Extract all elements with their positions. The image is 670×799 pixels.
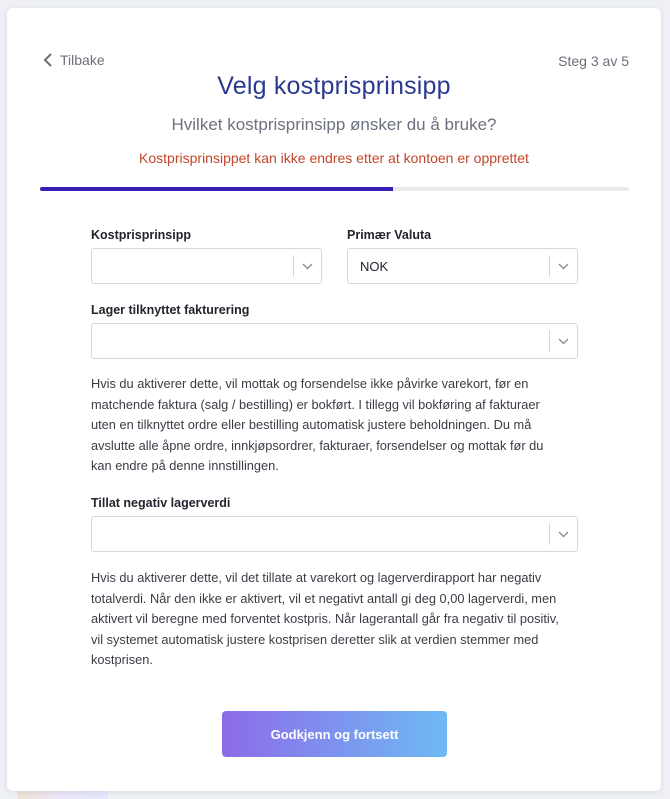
back-label: Tilbake [60,52,105,68]
inventory-invoicing-select[interactable] [91,323,578,359]
chevron-down-icon[interactable] [293,255,321,277]
warning-text: Kostprisprinsippet kan ikke endres etter at kontoen er opprettet [139,150,529,166]
chevron-down-icon[interactable] [549,255,577,277]
negative-inventory-label: Tillat negativ lagerverdi [91,496,231,510]
approve-continue-button[interactable]: Godkjenn og fortsett [222,711,447,757]
page-title: Velg kostprisprinsipp [217,72,451,100]
back-link[interactable] [43,52,105,68]
cost-principle-select[interactable] [91,248,322,284]
negative-inventory-help: Hvis du aktiverer dette, vil det tillate at varekort og lagerverdirapport har negativ totalverdi. Når den ikke er aktivert, vil et negativt antall gi deg 0,00 lagerverdi, men aktivert vil beregne med forventet kostpris. Når lagerantall går fra negativ til positiv, vil systemet automatisk justere kostprisen deretter slik at verdien stemmer med kostprisen. [91,570,559,667]
chevron-down-icon[interactable] [549,330,577,352]
inventory-invoicing-label: Lager tilknyttet fakturering [91,303,250,317]
chevron-down-icon[interactable] [549,523,577,545]
progress-bar [40,187,629,191]
cost-principle-label: Kostprisprinsipp [91,228,192,242]
step-indicator: Steg 3 av 5 [558,53,629,69]
currency-value: NOK [360,259,389,274]
page-subtitle: Hvilket kostprisprinsipp ønsker du å bruke? [171,115,497,134]
wizard-card [7,8,661,791]
currency-label: Primær Valuta [347,228,432,242]
inventory-invoicing-help: Hvis du aktiverer dette, vil mottak og forsendelse ikke påvirke varekort, før en matchende faktura (salg / bestilling) er bokført. I tillegg vil bokføring af fakturaer uten en tilknyttet ordre eller bestilling automatisk justere beholdningen. Du må avslutte alle åpne ordre, innkjøpsordrer, fakturaer, forsendelser og mottak før du kan endre på denne innstillingen. [91,376,544,473]
chevron-left-icon [43,53,53,67]
currency-select[interactable] [347,248,578,284]
negative-inventory-select[interactable] [91,516,578,552]
progress-fill [40,187,393,191]
